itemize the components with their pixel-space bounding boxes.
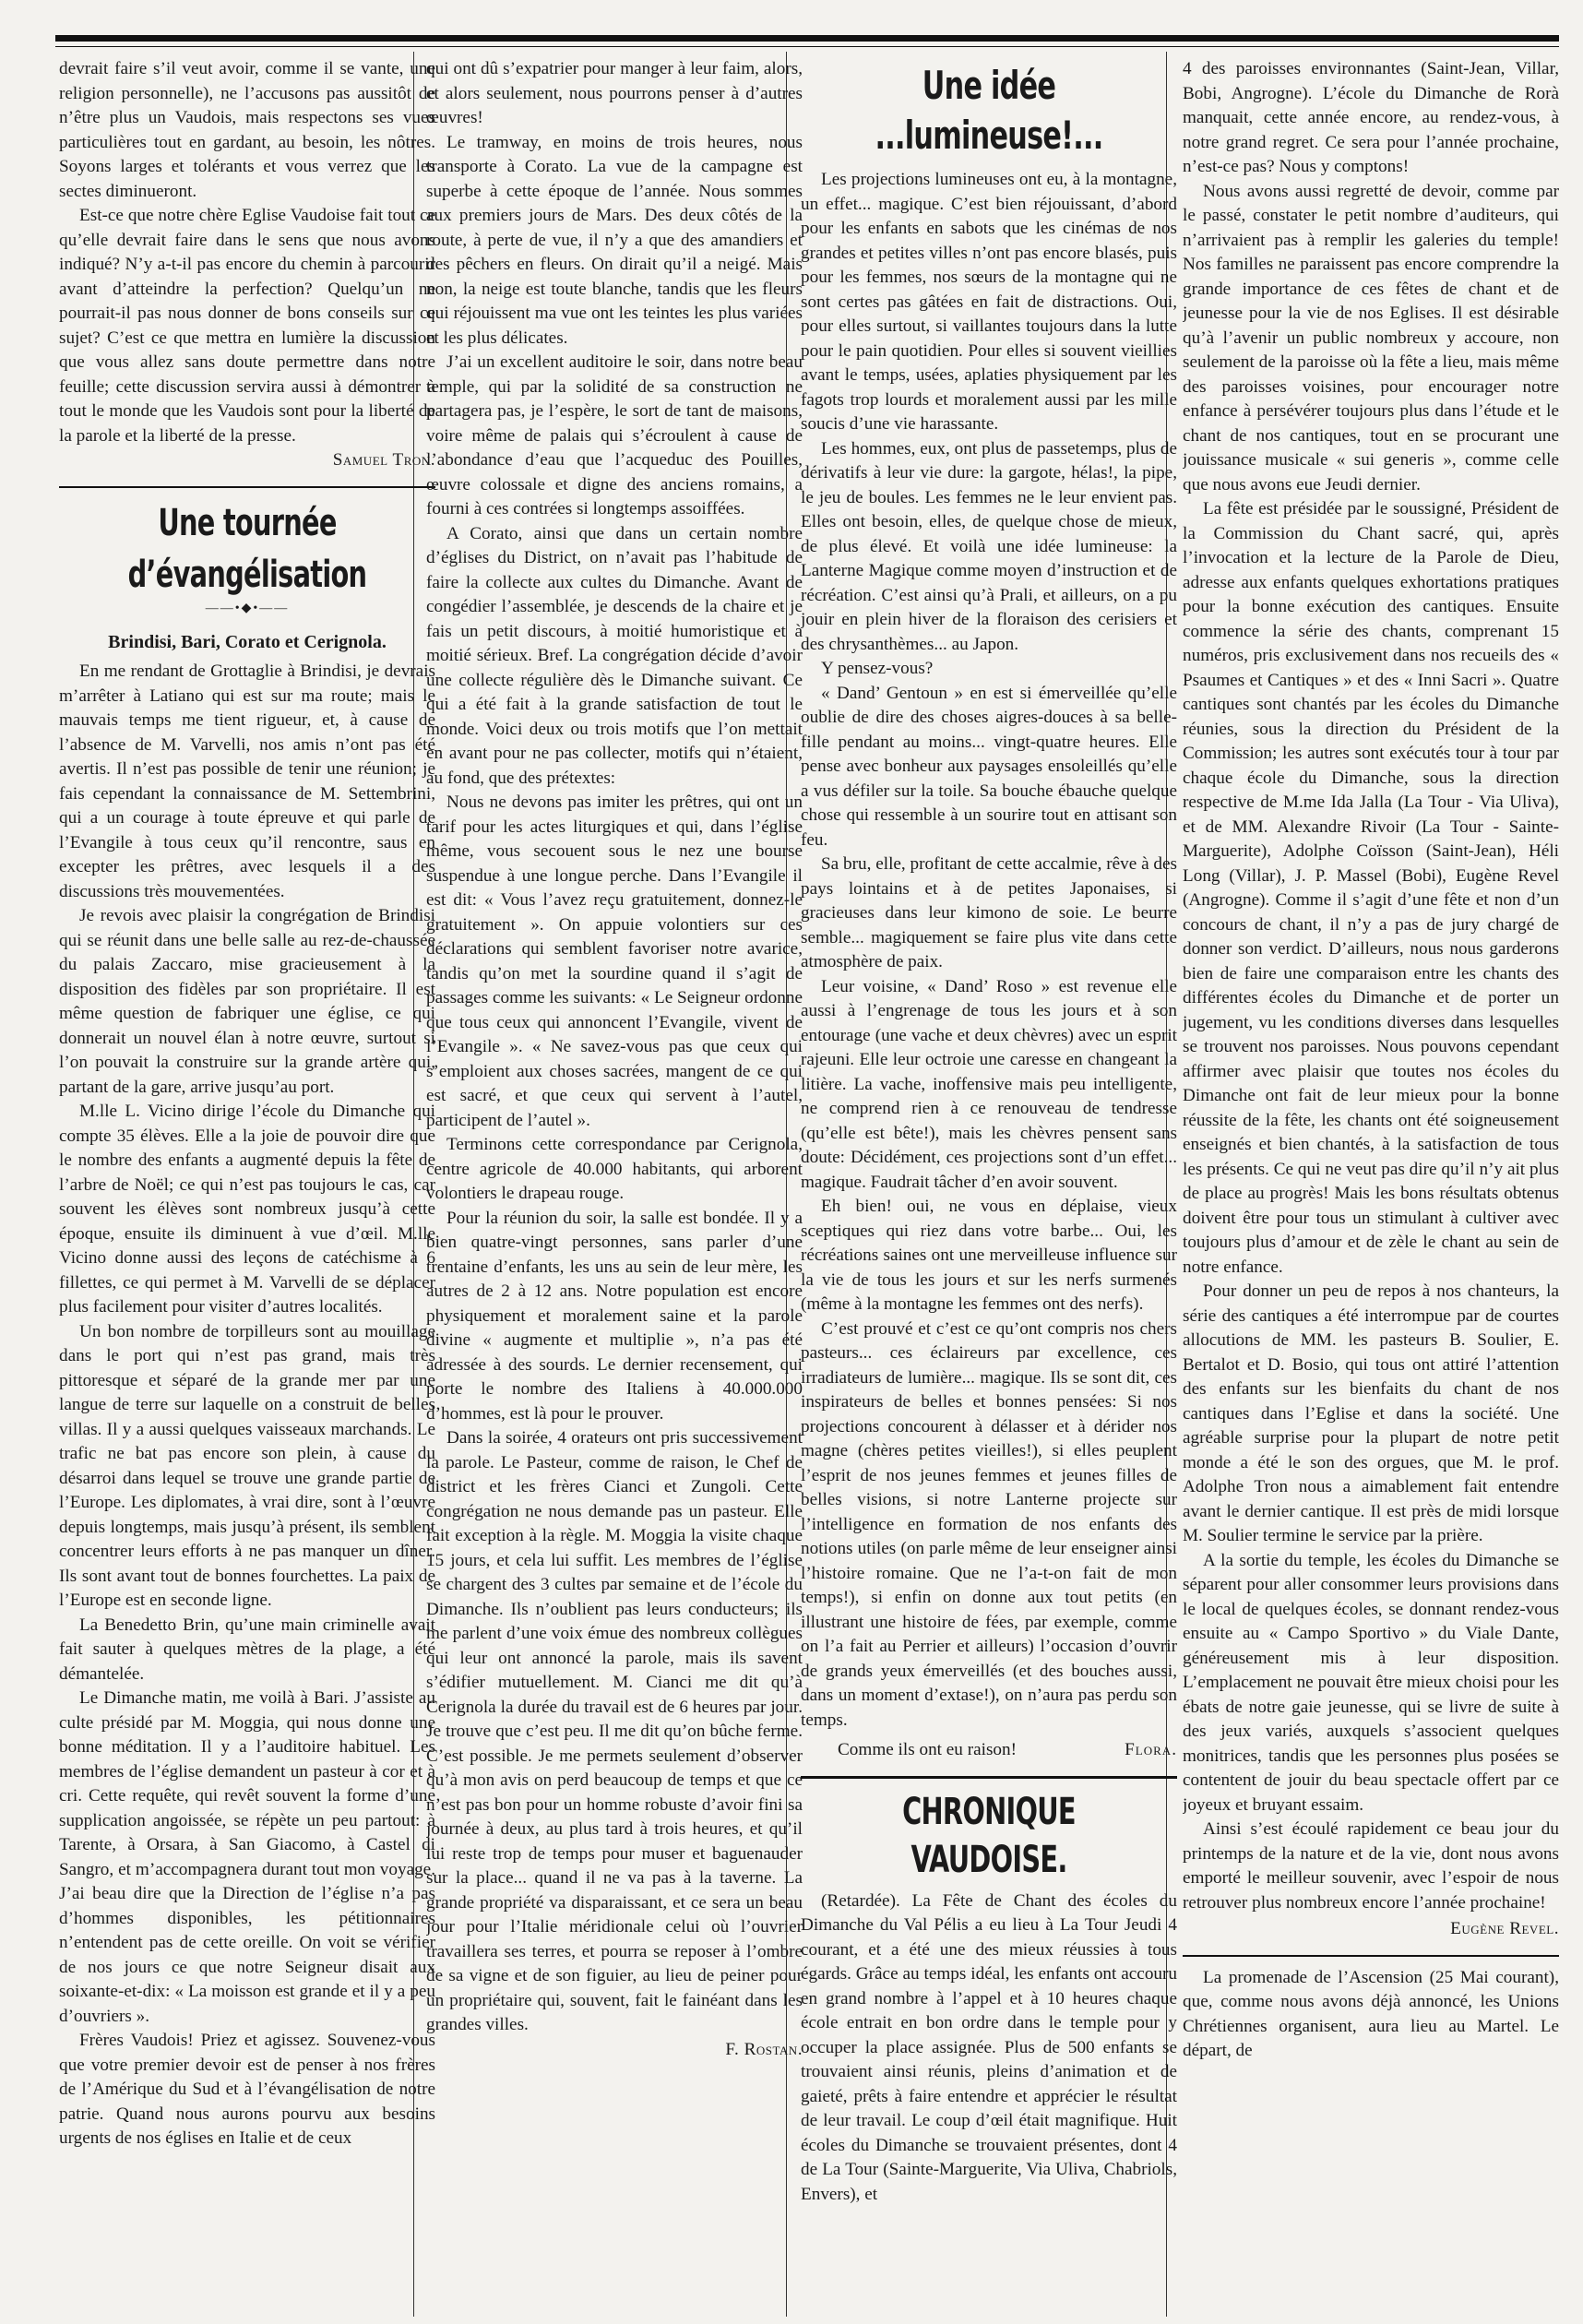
signature: Flora. <box>1125 1740 1177 1759</box>
article-text: En me rendant de Grottaglie à Brindisi, je devrais m’arrêter à Latiano qui est sur ma route; mais le mauvais temps me tient rigueur, et, à cause de l’absence de M. Varvelli, nos amis n’ont pas été avertis. Il n’est pas possible de tenir une réunion; je fais cependant la connaissance de M. Settembrini, qui a un courage à toute épreuve et qui parle de l’Evangile à tous ceux qu’il rencontre, saus en excepter les prêtres, avec lesquels il a des discussions très mouvementées. <box>59 661 435 901</box>
column-4 <box>1183 57 1559 2308</box>
article-text: devrait faire s’il veut avoir, comme il se vante, une religion personnelle), ne l’accusons pas aussitôt de n’être plus un Vaudois, mais respectons ses vues particulières tout en gardant, au besoin, les nôtres. Soyons larges et tolérants et vous verrez que les sectes diminueront. <box>59 59 435 201</box>
article-text: Ainsi s’est écoulé rapidement ce beau jour du printemps de la nature et de la vie, dont nous avons emporté le meilleur souvenir, avec l’espoir de nous retrouver plus nombreux encore l’année prochaine! <box>1183 1819 1559 1913</box>
article-text: Eh bien! oui, ne vous en déplaise, vieux sceptiques qui riez dans votre barbe... Oui, les récréations saines ont une merveilleuse influence sur la vie de tous les jours et sur les nerfs surmenés (même à la montagne les femmes ont des nerfs). <box>801 1197 1177 1314</box>
article-text: Les projections lumineuses ont eu, à la montagne, un effet... magique. C’est bien réjouissant, d’abord pour les enfants en sabots que les cinémas de nos grandes et petites villes n’ont pas encore blasés, puis pour les femmes, nos sœurs de la montagne qui ne sont certes pas gâtées en fait de distractions. Oui, pour elles surtout, si vaillantes toujours dans la lutte pour le pain quotidien. Pour elles si souvent vieillies avant le temps, usées, aplaties physiquement par les fagots trop lourds et moralement aussi par les mille soucis d’une vie harassante. <box>801 170 1177 434</box>
article-text: Sa bru, elle, profitant de cette accalmie, rêve à des pays lointains et à de petites Japonaises, si gracieuses dans leur kimono de soie. Le beurre semble... magiquement se faire plus vite dans cette atmosphère de paix. <box>801 854 1177 971</box>
article-text: J’ai un excellent auditoire le soir, dans notre beau temple, qui par la solidité de sa construction ne partagera pas, je l’espère, le sort de tant de maisons, voire même de palais qui s’écroulent à cause de l’abondance d’eau que l’acqueduc des Pouilles, œuvre colossale et digne des anciens romains, a fourni à ces contrées si longtemps assoiffées. <box>426 352 803 518</box>
article-title: Une idée ...lumineuse!... <box>875 63 1103 158</box>
signature: F. Rostan. <box>725 2039 803 2059</box>
article-text: Les hommes, eux, ont plus de passetemps, plus de dérivatifs à leur vie dure: la gargote, hélas!, la pipe, le jeu de boules. Les femmes ne le leur envient pas. Elles ont besoin, elles, de quelque chose de mieux, de plus élevé. Et voilà une idée lumineuse: la Lanterne Magique comme moyen d’instruction et de récréation. C’est ainsi qu’à Prali, et ailleurs, on a pu jouir en plein hiver de la floraison des cerisiers et des chrysanthèmes... au Japon. <box>801 438 1177 654</box>
article-text: La promenade de l’Ascension (25 Mai courant), que, comme nous avons déjà annoncé, les Unions Chrétiennes organisent, aura lieu au Martel. Le départ, de <box>1183 1967 1559 2060</box>
article-text: Pour la réunion du soir, la salle est bondée. Il y a bien quatre-vingt personnes, sans parler d’une trentaine d’enfants, les uns au sein de leur mère, les autres de 2 à 12 ans. Notre population est encore physiquement et moralement saine et la parole divine « augmente et multiplie », n’a pas été adressée à des sourds. Le dernier recensement, qui porte le nombre des Italiens à 40.000.000 d’hommes, est là pour le prouver. <box>426 1208 803 1424</box>
article-text: Y pensez-vous? <box>821 659 934 678</box>
article-subtitle: Brindisi, Bari, Corato et Cerignola. <box>108 631 387 652</box>
article-title: Une tournée d’évangélisation <box>127 501 367 596</box>
signature: Eugène Revel. <box>1450 1919 1559 1938</box>
article-text: Leur voisine, « Dand’ Roso » est revenue elle aussi à l’engrenage de tous les jours et à son entourage (une vache et deux chèvres) avec un esprit rajeuni. Elle leur octroie une caresse en changeant la litière. La vache, inoffensive mais peu intelligente, ne comprend rien à ce renouveau de tendresse (qu’elle est bête!), mais les chèvres pensent sans doute: Décidément, ces projections sont d’un effet... magique. Faudrait tâcher d’en avoir souvent. <box>801 976 1177 1192</box>
section-title: CHRONIQUE VAUDOISE. <box>902 1790 1076 1881</box>
article-text: Je revois avec plaisir la congrégation de Brindisi qui se réunit dans une belle salle au rez-de-chaussée du palais Zaccaro, mise gracieusement à la disposition des fidèles par son propriétaire. Il est même question de fabriquer une église, ce qui donnerait un nouvel élan à notre œuvre, surtout si l’on pouvait la construire sur la grande artère qui, partant de la gare, arrive jusqu’au port. <box>59 906 435 1097</box>
article-text: C’est prouvé et c’est ce qu’ont compris nos chers pasteurs... ces éclaireurs par excellence, ces irradiateurs de lumière... magique. Ils se sont dit, ces inspirateurs de belles et bonnes pensées: Si nos projections concourent à délasser et à dérider nos magne (chères petites vieilles!), si elles peuplent l’esprit de nos jeunes femmes et jeunes filles de belles visions, si notre Lanterne projecte sur l’intelligence en formation de nos enfants des notions utiles (on parle même de leur enseigner ainsi l’histoire romaine. Que ne l’a-t-on fait de mon temps!), si enfin on donne aux tout petits (en illustrant une histoire de fées, par exemple, comme on l’a fait au Perrier et ailleurs) l’occasion d’ouvrir de grands yeux émerveillés (et des bouches aussi, dans un moment d’extase!), on n’aura pas perdu son temps. <box>801 1318 1177 1730</box>
column-1 <box>59 57 435 2308</box>
ornament: ——•◆•—— <box>205 601 290 615</box>
article-text: 4 des paroisses environnantes (Saint-Jean, Villar, Bobi, Angrogne). L’école du Dimanche de Rorà manquait, cette année encore, au rendez-vous, à notre grand regret. Ce sera pour l’année prochaine, n’est-ce pas? Nous y comptons! <box>1183 59 1559 176</box>
column-2 <box>426 57 803 2308</box>
article-text: Pour donner un peu de repos à nos chanteurs, la série des cantiques a été interrompue par de courtes allocutions de MM. les pasteurs B. Soulier, E. Bertalot et D. Bosio, qui tous ont attiré l’attention des enfants sur les bienfaits du chant de nos cantiques dans l’Eglise et dans la société. Une agréable surprise pour la plupart de notre petit monde a été le son des orgues, que M. le prof. Adolphe Tron nous a aimablement fait entendre avant le dernier cantique. Il est près de midi lorsque M. Soulier termine le service par la prière. <box>1183 1281 1559 1545</box>
article-text: A la sortie du temple, les écoles du Dimanche se séparent pour aller consommer leurs provisions dans le local de quelques écoles, se donnant rendez-vous ensuite au « Campo Sportivo » du Viale Dante, généreusement mis à leur disposition. L’emplacement ne pouvait être mieux choisi pour les ébats de notre gaie jeunesse, qui se livre de suite à des jeux variés, auxquels s’associent quelques monitrices, tandis que les personnes plus posées se contentent de jouir du beau spectacle offert par ce joyeux et bruyant essaim. <box>1183 1550 1559 1815</box>
article-text: « Dand’ Gentoun » en est si émerveillée qu’elle oublie de dire des choses aigres-douces à sa belle-fille pendant au moins... vingt-quatre heures. Elle pense avec bonheur aux paysages ensoleillés qu’elle a vus défiler sur la toile. Sa bouche ébauche quelque chose qui ressemble à un sourire tout en attisant son feu. <box>801 683 1177 850</box>
chronique-section <box>801 1776 1177 2208</box>
signature: Samuel Tron. <box>332 450 435 470</box>
article-text: Est-ce que notre chère Eglise Vaudoise fait tout ce qu’elle devrait faire dans le sens que nous avons indiqué? N’y a-t-il pas encore du chemin à parcourir avant d’atteindre la perfection? Quelqu’un ne pourrait-il pas nous donner de bons conseils sur ce sujet? C’est ce que mettra en lumière la discussion que vous allez sans doute permettre dans notre feuille; cette discussion servira aussi à démontrer à tout le monde que les Vaudois sont pour la liberté de la parole et la liberté de la presse. <box>59 206 435 446</box>
closing-line <box>801 1738 1177 1763</box>
article-text: Nous avons aussi regretté de devoir, comme par le passé, constater le petit nombre d’auditeurs, qui n’arrivaient pas à remplir les galeries du temple! Nos familles ne paraissent pas encore comprendre la grande importance de ces fêtes de chant et de jeunesse pour la vie de nos Eglises. Il est désirable qu’à l’avenir un public nombreux y accoure, non seulement de la paroisse où la fête a lieu, mais même des paroisses voisines, pour encourager notre enfance à persévérer toujours plus dans l’étude et le chant de nos cantiques, tout en se procurant une jouissance musicale « sui generis », comme celle que nous avons eue Jeudi dernier. <box>1183 181 1559 495</box>
top-thick-rule <box>55 35 1559 42</box>
article-text: Un bon nombre de torpilleurs sont au mouillage dans le port qui n’est pas grand, mais très pittoresque et séparé de la grande mer par une langue de terre sur laquelle on a construit de belles villas. Il y a aussi quelques vaisseaux marchands. Le trafic ne bat pas encore son plein, à cause du désarroi dans lequel se trouve une grande partie de l’Europe. Les diplomates, à vrai dire, sont à l’œuvre depuis longtemps, mais jusqu’à présent, ils semblent concentrer leurs efforts à ne pas manquer un dîner. Ils sont avant tout de bonnes fourchettes. La paix de l’Europe est en seconde ligne. <box>59 1321 435 1610</box>
top-thin-rule <box>55 46 1559 47</box>
article-text: La fête est présidée par le soussigné, Président de la Commission du Chant sacré, qui, après l’invocation et la lecture de la Parole de Dieu, adresse aux enfants quelques exhortations pratiques pour la bonne exécution des cantiques. Ensuite commence la série des chants, comprenant 15 numéros, pris exclusivement dans nos recueils des « Psaumes et Cantiques » et des « Inni Sacri ». Quatre cantiques sont chantés par les écoles du Dimanche réunies, sous la direction du Président de la Commission; les autres sont exécutés tour à tour par chaque école du Dimanche, sous la direction respective de M.me Ida Jalla (La Tour - Via Uliva), et de MM. Alexandre Rivoir (La Tour - Sainte-Marguerite), Adolphe Coïsson (Saint-Jean), Héli Long (Villar), J. P. Massel (Bobi), Eugène Revel (Angrogne). Comme il s’agit d’une fête et non d’un concours de chant, il n’y a pas de jury chargé de donner son verdict. D’ailleurs, nous nous garderons bien de faire une comparaison entre les chants des différentes écoles du Dimanche et de porter un jugement, vu les conditions diverses dans lesquelles se trouvent nos paroisses. Nous pouvons cependant affirmer avec plaisir que toutes nos écoles du Dimanche ont fait de leur mieux pour la bonne réussite de la fête, les chants ont été soigneusement enseignés et bien chantés, à la satisfaction de tous les présents. Ce qui ne veut pas dire qu’il n’y ait plus de place au progrès! Mais les bons résultats obtenus doivent être pour tous un stimulant à cultiver avec toujours plus d’amour et de zèle le chant au sein de notre enfance. <box>1183 499 1559 1277</box>
article-text: Le Dimanche matin, me voilà à Bari. J’assiste au culte présidé par M. Moggia, qui nous donne une bonne méditation. Il y a l’auditoire habituel. Les membres de l’église demandent un pasteur à cor et à cri. Cette requête, qui revêt souvent la forme d’une supplication angoissée, se répète un peu partout: à Tarente, à Orsara, à San Giacomo, à Castel di Sangro, et m’accompagnera durant tout mon voyage. J’ai beau dire que la Direction de l’église n’a pas d’hommes disponibles, les pétitionnaires n’entendent pas de cette oreille. On voit se vérifier de nos jours ce que notre Seigneur disait aux soixante-et-dix: « La moisson est grande et il y a peu d’ouvriers ». <box>59 1688 435 2026</box>
section-divider <box>59 486 435 488</box>
article-text: Nous ne devons pas imiter les prêtres, qui ont un tarif pour les actes liturgiques et qui, dans l’église même, vous secouent sous le nez une bourse suspendue à une longue perche. Dans l’Evangile il est dit: « Vous l’avez reçu gratuitement, donnez-le gratuitement ». On appuie volontiers sur ces déclarations qui semblent favoriser notre avarice, tandis qu’on met la sourdine quand il s’agit de passages comme les suivants: « Le Seigneur ordonne que tous ceux qui annoncent l’Evangile, vivent de l’Evangile ». « Ne savez-vous pas que ceux qui s’emploient aux choses sacrées, mangent de ce qui est sacré, et que ceux qui servent à l’autel, participent de l’autel ». <box>426 793 803 1130</box>
article-text: La Benedetto Brin, qu’une main criminelle avait fait sauter à quelques mètres de la plage, a été démantelée. <box>59 1615 435 1684</box>
article-text: Le tramway, en moins de trois heures, nous transporte à Corato. La vue de la campagne est superbe à cette époque de l’année. Nous sommes aux premiers jours de Mars. Des deux côtés de la route, à perte de vue, il n’y a que des amandiers et des pêchers en fleurs. On dirait qu’il a neigé. Mais non, la neige est toute blanche, tandis que les fleurs qui réjouissent ma vue ont les teintes les plus variées et les plus délicates. <box>426 132 803 348</box>
article-text: (Retardée). La Fête de Chant des écoles du Dimanche du Val Pélis a eu lieu à La Tour Jeudi 4 courant, et a été une des mieux réussies à tous égards. Grâce au temps idéal, les enfants ont accouru en grand nombre à l’appel et à 10 heures chaque école entrait en bon ordre dans le temple pour y occuper la place assignée. Plus de 500 enfants se trouvaient ainsi réunis, pleins d’animation et de gaieté, prêts à faire entendre et apprécier le résultat de leur travail. Le coup d’œil était magnifique. Huit écoles du Dimanche se trouvaient présentes, dont 4 de La Tour (Sainte-Marguerite, Via Uliva, Chabriols, Envers), et <box>801 1890 1177 2204</box>
closing-text: Comme ils ont eu raison! <box>838 1740 1017 1759</box>
article-text: M.lle L. Vicino dirige l’école du Dimanche qui compte 35 élèves. Elle a la joie de pouvoir dire que le nombre des enfants a augmenté depuis la fête de l’arbre de Noël; ce qui n’est pas toujours le cas, car souvent les élèves sont nombreux jusqu’à cette époque, ensuite ils diminuent à vue d’œil. M.lle Vicino donne aussi des leçons de catéchisme à 6 fillettes, ce qui permet à M. Varvelli de se déplacer plus facilement pour visiter d’autres localités. <box>59 1102 435 1317</box>
column-3 <box>801 57 1177 2308</box>
article-text: Terminons cette correspondance par Cerignola, centre agricole de 40.000 habitants, qui arborent volontiers le drapeau rouge. <box>426 1135 803 1203</box>
article-text: Frères Vaudois! Priez et agissez. Souvenez-vous que votre premier devoir est de penser à nos frères de l’Amérique du Sud et à l’évangélisation de notre patrie. Quand nous aurons pourvu aux besoins urgents de nos églises en Italie et de ceux <box>59 2031 435 2148</box>
article-text: Dans la soirée, 4 orateurs ont pris successivement la parole. Le Pasteur, comme de raison, le Chef de district et les frères Cianci et Zungoli. Cette congrégation ne nous demande pas un pasteur. Elle fait exception à la règle. M. Moggia la visite chaque 15 jours, et cela lui suffit. Les membres de l’église se chargent des 3 cultes par semaine et de l’école du Dimanche. Ils n’oublient pas leurs conducteurs; ils me parlent d’une voix émue des nombreux collègues qui leur ont annoncé la parole, mais ils savent s’édifier mutuellement. M. Cianci me dit qu’à Cerignola la durée du travail est de 6 heures par jour. Je trouve que c’est peu. Il me dit qu’on bûche ferme. C’est possible. Je me permets seulement d’observer qu’à mon avis on perd beaucoup de temps et que ce n’est pas bon pour un homme robuste d’avoir fini sa journée à deux, au plus tard à trois heures, et qu’il lui reste trop de temps pour muser et baguenauder sur la place... quand il ne va pas à la taverne. La grande propriété va disparaissant, et ce sera un beau jour pour l’Italie méridionale celui où l’ouvrier travaillera ses terres, et pourra se reposer à l’ombre de sa vigne et de son figuier, au lieu de peiner pour un propriétaire qui, souvent, fait le fainéant dans les grandes villes. <box>426 1428 803 2034</box>
section-divider <box>1183 1955 1559 1957</box>
article-text: A Corato, ainsi que dans un certain nombre d’églises du District, on n’avait pas l’habitude de faire la collecte aux cultes du Dimanche. Avant de congédier l’assemblée, je descends de la chaire et je fais un petit discours, à moitié humoristique et à moitié sérieux. Bref. La congrégation décide d’avoir une collecte régulière dès le Dimanche suivant. Ce qui a été fait à la grande satisfaction de tout le monde. Voici deux ou trois motifs que l’on mettait en avant pour ne pas collecter, motifs qui n’étaient, au fond, que des prétextes: <box>426 523 803 788</box>
article-text: qui ont dû s’expatrier pour manger à leur faim, alors, et alors seulement, nous pourrons penser à d’autres œuvres! <box>426 59 803 127</box>
